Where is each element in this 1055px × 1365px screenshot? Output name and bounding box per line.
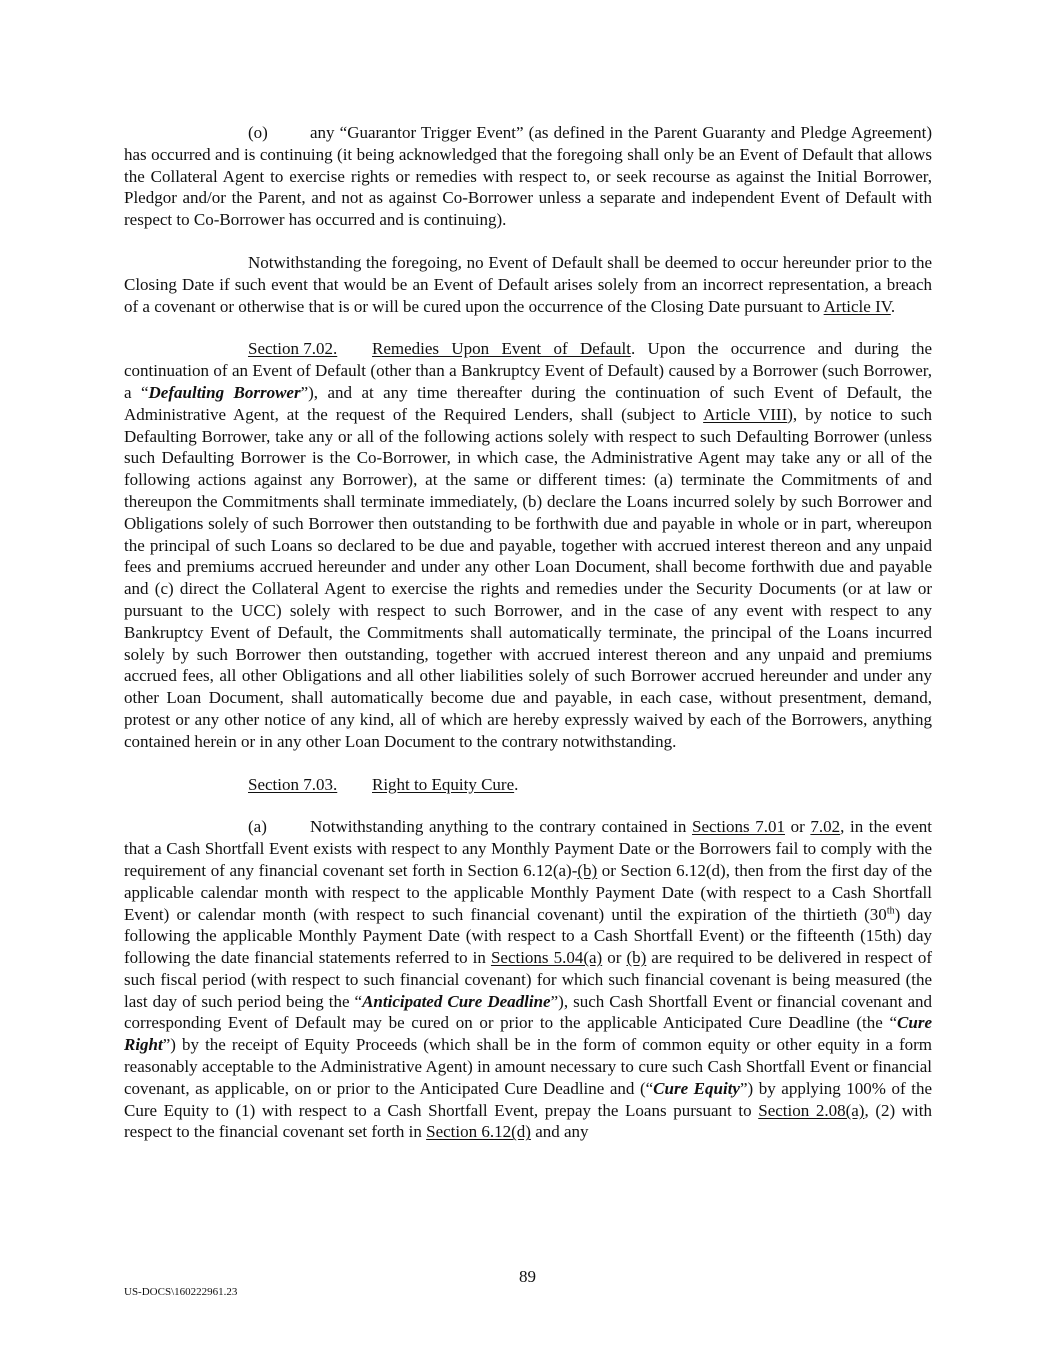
article-iv-link[interactable]: Article IV [823,296,891,316]
section-7-02-link[interactable]: 7.02 [810,817,841,837]
defined-term-anticipated-cure-deadline: Anticipated Cure Deadline [362,991,551,1011]
section-5-04-b-link[interactable]: (b) [626,948,647,968]
notwithstanding-text: Notwithstanding the foregoing, no Event of Default shall be deemed to occur hereunder prior to the Closing Date if such event that would be an Event of Default arises solely from an incorrect representation, a breach of a covenant or otherwise that is or will be cured upon the occurrence of the Closing Date pursuant to [124,252,932,316]
section-7-03-title: Right to Equity Cure [372,774,515,794]
notwithstanding-end: . [890,296,896,316]
paragraph-a-text-6: or [602,948,627,968]
paragraph-a-text-11: , (2) with respect to the financial covenant set forth in [124,1100,933,1142]
section-7-03-number: Section 7.03. [248,774,338,794]
section-7-02-text-1: . Upon the occurrence and during the continuation of an Event of Default (other than a Bankruptcy Event of Default) caused by a Borrower (such Borrower, a “ [124,339,933,402]
paragraph-a-text-2: or [784,817,811,837]
page-number: 89 [519,1267,536,1286]
section-7-03-heading [124,774,932,796]
section-7-02 [124,338,932,752]
paragraph-a-label: (a) [248,817,267,837]
paragraph-o-label: (o) [248,123,268,142]
section-7-02-title: Remedies Upon Event of Default [372,339,631,359]
superscript-th: th [886,904,895,916]
article-viii-link[interactable]: Article VIII [703,404,788,424]
section-2-08-a-link[interactable]: Section 2.08(a) [758,1100,865,1120]
section-7-02-text-2: ”), and at any time thereafter during the continuation of such Event of Default, the Administrative Agent, at the request of the Required Lenders, shall (subject to [124,382,932,424]
sections-7-01-link[interactable]: Sections 7.01 [692,817,785,837]
paragraph-o [124,122,932,231]
paragraph-a-text-10: ”) by applying 100% of the Cure Equity to (1) with respect to a Cash Shortfall Event, prepay the Loans pursuant to [124,1078,932,1120]
defined-term-defaulting-borrower: Defaulting Borrower [148,382,301,402]
paragraph-a [124,816,932,1143]
paragraph-notwithstanding [124,252,932,317]
section-7-02-number: Section 7.02. [248,339,338,359]
paragraph-o-text: any “Guarantor Trigger Event” (as defined in the Parent Guaranty and Pledge Agreement) has occurred and is continuing (it being acknowledged that the foregoing shall only be an Event of Default that allows the Collateral Agent to exercise rights or remedies with respect to, or seek recourse as against the Initial Borrower, Pledgor and/or the Parent, and not as against Co-Borrower unless a separate and independent Event of Default with respect to Co-Borrower has occurred and is continuing). [124,123,932,230]
document-id: US-DOCS\160222961.23 [124,1286,238,1298]
document-page [124,122,932,1164]
paragraph-a-text-1: Notwithstanding anything to the contrary contained in [310,817,693,837]
paragraph-a-text-9: ”) by the receipt of Equity Proceeds (which shall be in the form of common equity or other equity in a form reasonably acceptable to the Administrative Agent) in amount necessary to cure such Cash Shortfall Event or financial covenant, as applicable, on or prior to the Anticipated Cure Deadline and (“ [124,1035,932,1098]
paragraph-a-text-5: ) day following the applicable Monthly Payment Date (with respect to a Cash Shortfall Event) or the fifteenth (15th) day following the date financial statements referred to in [124,904,932,968]
defined-term-cure-right: Cure Right [124,1013,932,1055]
section-7-02-text-3: ), by notice to such Defaulting Borrower, take any or all of the following actions solely with respect to such Defaulting Borrower (unless such Defaulting Borrower is the Co-Borrower, in which case, the Administrative Agent may take any or all of the following actions against any Borrower), at the same or different times: (a) terminate the Commitments of and thereupon the Commitments shall terminate immediately, (b) declare the Loans incurred solely by such Borrower and Obligations solely of such Borrower then outstanding to be forthwith due and payable in whole or in part, whereupon the principal of such Loans so declared to be due and payable, together with accrued interest thereon and any unpaid fees and premiums accrued hereunder and under any other Loan Document, shall become forthwith due and payable and (c) direct the Collateral Agent to exercise the rights and remedies under the Security Documents (or at law or pursuant to the UCC) solely with respect to such Borrower, and in the case of any event with respect to any Bankruptcy Event of Default, the Commitments shall automatically terminate, the principal of the Loans incurred solely by such Borrower then outstanding, together with accrued interest thereon and any unpaid and premiums accrued fees, all other Obligations and all other liabilities solely of such Borrower accrued hereunder and under any other Loan Document, shall automatically become due and payable, in each case, without presentment, demand, protest or any other notice of any kind, all of which are hereby expressly waived by each of the Borrowers, anything contained herein or in any other Loan Document to the contrary notwithstanding. [124,404,932,751]
section-6-12-b-link[interactable]: (b) [577,860,598,880]
section-6-12-d-link[interactable]: Section 6.12(d) [426,1122,531,1142]
paragraph-a-text-7: are required to be delivered in respect of such fiscal period (with respect to such financial covenant) for which such financial covenant is being measured (the last day of such period being the “ [124,948,932,1011]
paragraph-a-text-3: , in the event that a Cash Shortfall Event exists with respect to any Monthly Payment Date or the Borrowers fail to comply with the requirement of any financial covenant set forth in Section 6.12(a)- [124,817,933,880]
paragraph-a-text-8: ”), such Cash Shortfall Event or financial covenant and corresponding Event of Default may be cured on or prior to the applicable Anticipated Cure Deadline (the “ [124,991,932,1033]
section-7-03-end: . [514,774,519,794]
defined-term-cure-equity: Cure Equity [653,1078,740,1098]
sections-5-04-a-link[interactable]: Sections 5.04(a) [490,948,603,968]
paragraph-a-text-4: or Section 6.12(d), then from the first day of the applicable calendar month with respect to the applicable Monthly Payment Date (with respect to a Cash Shortfall Event) or calendar month (with respect to such financial covenant) until the expiration of the thirtieth (30 [124,860,932,924]
paragraph-a-text-12: and any [530,1122,589,1142]
